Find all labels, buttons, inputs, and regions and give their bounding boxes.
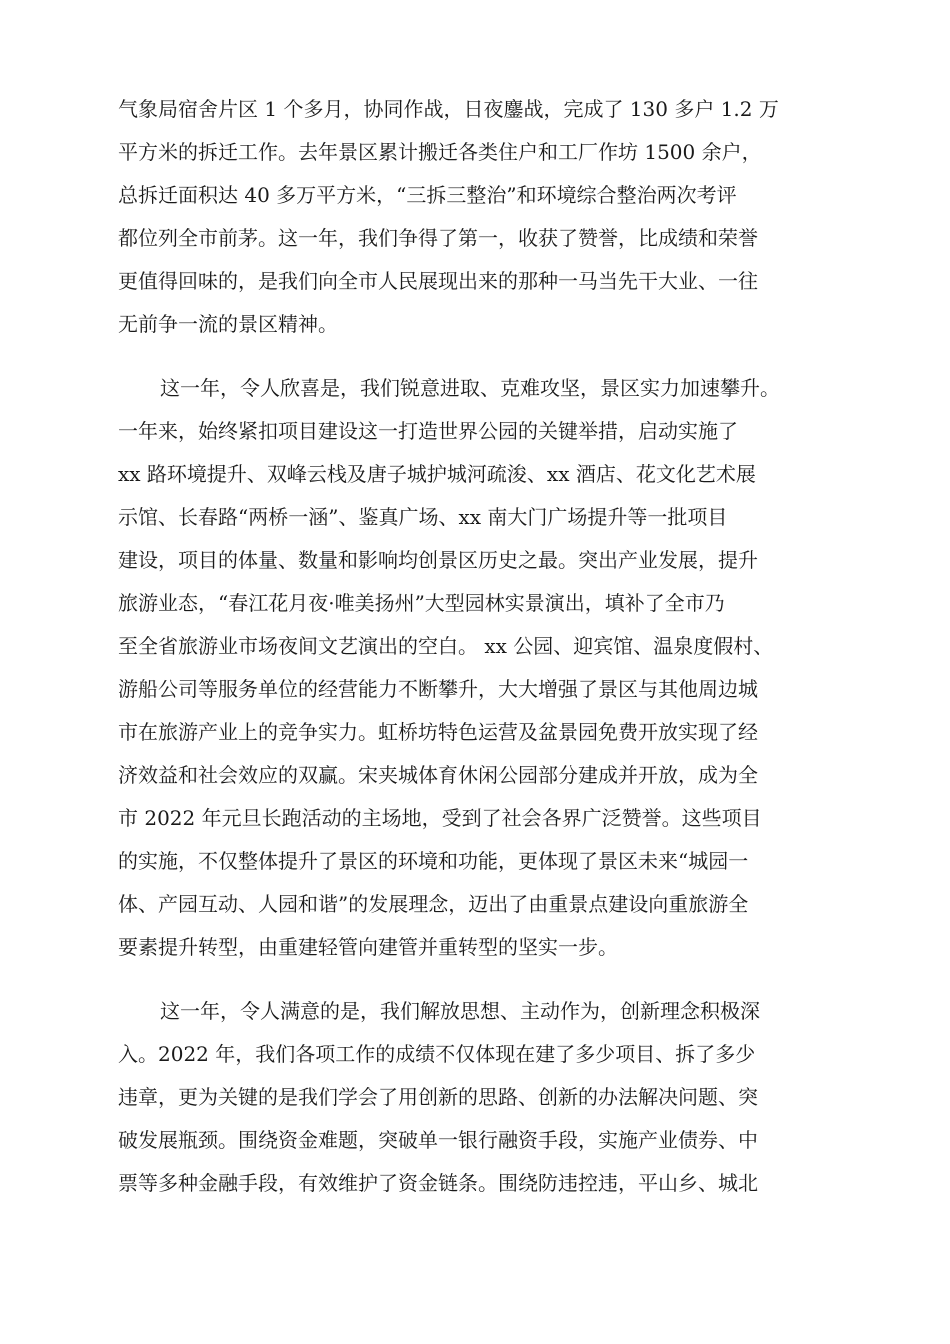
paragraph-2-line-5: 建设，项目的体量、数量和影响均创景区历史之最。突出产业发展，提升 bbox=[118, 548, 758, 572]
paragraph-3-line-5: 票等多种金融手段，有效维护了资金链条。围绕防违控违，平山乡、城北 bbox=[118, 1171, 758, 1195]
paragraph-2-line-12: 的实施，不仅整体提升了景区的环境和功能，更体现了景区未来“城园一 bbox=[118, 849, 749, 873]
paragraph-3-line-4: 破发展瓶颈。围绕资金难题，突破单一银行融资手段，实施产业债券、中 bbox=[118, 1128, 758, 1152]
paragraph-2-line-11: 市 2022 年元旦长跑活动的主场地，受到了社会各界广泛赞誉。这些项目 bbox=[118, 806, 762, 830]
paragraph-1-line-2: 平方米的拆迁工作。去年景区累计搬迁各类住户和工厂作坊 1500 余户， bbox=[118, 140, 762, 164]
paragraph-2-line-1: 这一年，令人欣喜是，我们锐意进取、克难攻坚，景区实力加速攀升。 bbox=[160, 376, 780, 400]
paragraph-2-line-3: xx 路环境提升、双峰云栈及唐子城护城河疏浚、xx 酒店、花文化艺术展 bbox=[118, 462, 756, 486]
paragraph-1-line-6: 无前争一流的景区精神。 bbox=[118, 312, 338, 336]
paragraph-2-line-7: 至全省旅游业市场夜间文艺演出的空白。 xx 公园、迎宾馆、温泉度假村、 bbox=[118, 634, 774, 658]
paragraph-1-line-3: 总拆迁面积达 40 多万平方米，“三拆三整治”和环境综合整治两次考评 bbox=[118, 183, 737, 207]
paragraph-2-line-8: 游船公司等服务单位的经营能力不断攀升，大大增强了景区与其他周边城 bbox=[118, 677, 758, 701]
paragraph-1-line-1: 气象局宿舍片区 1 个多月，协同作战，日夜鏖战，完成了 130 多户 1.2 万 bbox=[118, 97, 779, 121]
paragraph-1-line-5: 更值得回味的，是我们向全市人民展现出来的那种一马当先干大业、一往 bbox=[118, 269, 758, 293]
paragraph-2-line-10: 济效益和社会效应的双赢。宋夹城体育休闲公园部分建成并开放，成为全 bbox=[118, 763, 758, 787]
paragraph-1-line-4: 都位列全市前茅。这一年，我们争得了第一，收获了赞誉，比成绩和荣誉 bbox=[118, 226, 758, 250]
paragraph-3-line-3: 违章，更为关键的是我们学会了用创新的思路、创新的办法解决问题、突 bbox=[118, 1085, 758, 1109]
paragraph-2-line-9: 市在旅游产业上的竞争实力。虹桥坊特色运营及盆景园免费开放实现了经 bbox=[118, 720, 758, 744]
paragraph-2-line-13: 体、产园互动、人园和谐”的发展理念，迈出了由重景点建设向重旅游全 bbox=[118, 892, 749, 916]
paragraph-2-line-2: 一年来，始终紧扣项目建设这一打造世界公园的关键举措，启动实施了 bbox=[118, 419, 738, 443]
paragraph-2-line-6: 旅游业态，“春江花月夜·唯美扬州”大型园林实景演出，填补了全市乃 bbox=[118, 591, 725, 615]
paragraph-2-line-4: 示馆、长春路“两桥一涵”、鉴真广场、xx 南大门广场提升等一批项目 bbox=[118, 505, 728, 529]
paragraph-2-line-14: 要素提升转型，由重建轻管向建管并重转型的坚实一步。 bbox=[118, 935, 618, 959]
paragraph-3-line-2: 入。2022 年，我们各项工作的成绩不仅体现在建了多少项目、拆了多少 bbox=[118, 1042, 756, 1066]
paragraph-3-line-1: 这一年，令人满意的是，我们解放思想、主动作为，创新理念积极深 bbox=[160, 999, 760, 1023]
